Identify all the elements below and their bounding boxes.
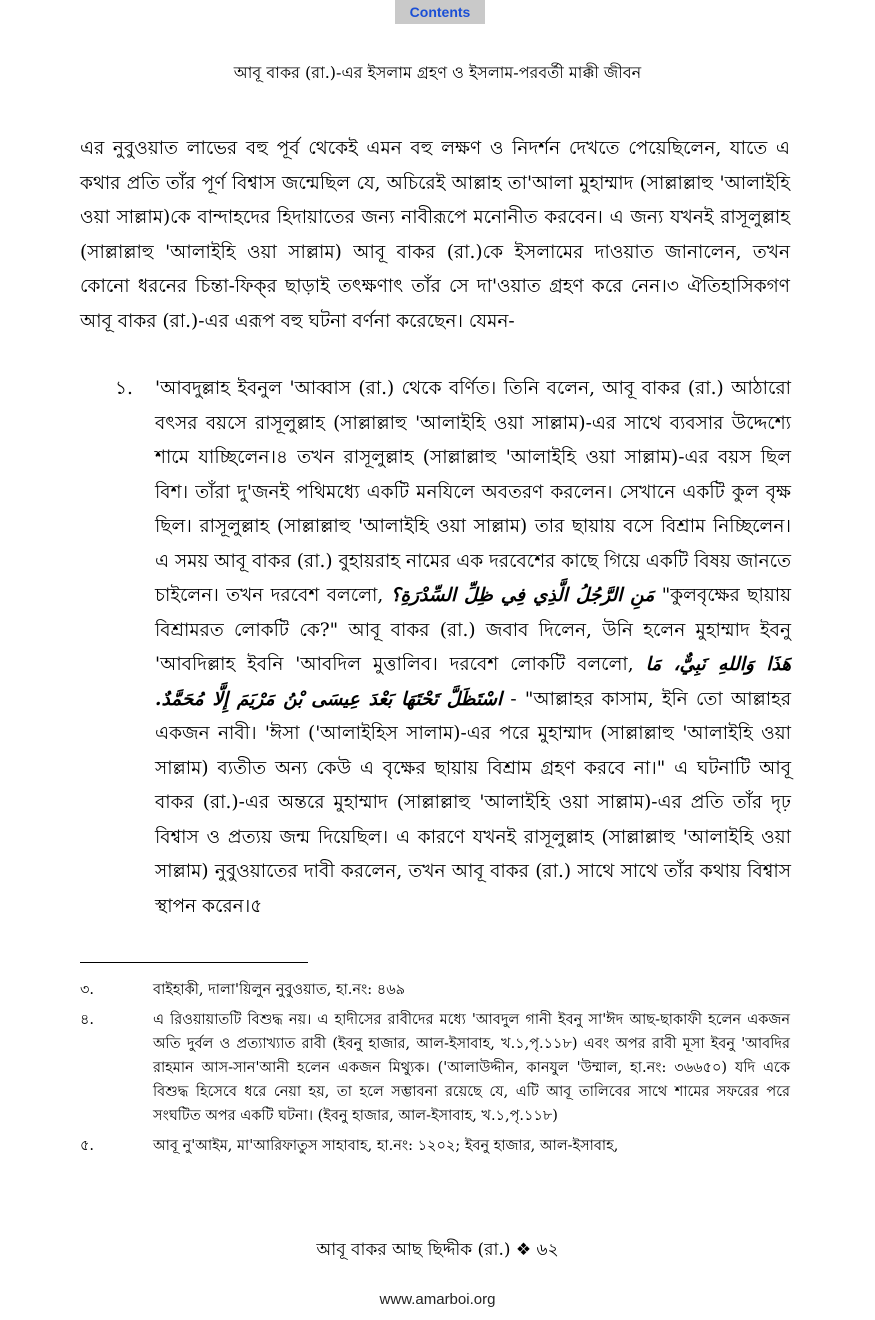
footnote-4 (80, 1008, 790, 1128)
watermark-link[interactable]: www.amarboi.org (379, 1291, 496, 1308)
footnote-text: এ রিওয়ায়াতটি বিশুদ্ধ নয়। এ হাদীসের রাবীদের মধ্যে 'আবদুল গানী ইবনু সা'ঈদ আছ-ছাকাফী হলেন একজন অতি দুর্বল ও প্রত্যাখ্যাত রাবী (ইবনু হাজার, আল-ইসাবাহ, খ.১,পৃ.১১৮) এবং অপর রাবী মূসা ইবনু 'আবদির রাহমান আস-সান'আনী হলেন একজন মিথ্যুক। ('আলাউদ্দীন, কানযুল 'উম্মাল, হা.নং: ৩৬৬৫০) যদি একে বিশুদ্ধ হিসেবে ধরে নেয়া হয়, তা হলে সম্ভাবনা রয়েছে যে, এটি আবূ তালিবের সাথে শামের সফরের পরে সংঘটিত অপর একটি ঘটনা। (ইবনু হাজার, আল-ইসাবাহ, খ.১,পৃ.১১৮) (153, 1012, 790, 1124)
list-text-b: "কুলবৃক্ষের ছায়ায় বিশ্রামরত লোকটি কে?" আবূ বাকর (রা.) জবাব দিলেন, উনি হলেন মুহাম্মাদ ইবনু 'আবদিল্লাহ ইবনি 'আবদিল মুত্তালিব। দরবেশ লোকটি বললো, (155, 585, 791, 675)
body-paragraph (80, 132, 790, 339)
arabic-quote-2: هَذَا وَاللهِ نَبِيٌّ، مَا اسْتَظَلَّ تَحْتَهَا بَعْدَ عِيسَى بْنُ مَرْيَمَ إِلَّا مُحَمَّدٌ. (155, 654, 791, 710)
running-title: আবূ বাকর (রা.)-এর ইসলাম গ্রহণ ও ইসলাম-পরবর্তী মাক্কী জীবন (233, 63, 642, 82)
footnote-number: ৫. (80, 1138, 95, 1154)
footnote-text: আবূ নু'আইম, মা'আরিফাতুস সাহাবাহ, হা.নং: ১২০২; ইবনু হাজার, আল-ইসাবাহ, (153, 1138, 619, 1154)
list-item-body (155, 372, 791, 924)
list-item-number: ১. (115, 378, 133, 399)
list-text-c: - "আল্লাহর কাসাম, ইনি তো আল্লাহর একজন নাবী। 'ঈসা ('আলাইহিস সালাম)-এর পরে মুহাম্মাদ (সাল্লাল্লাহু 'আলাইহি ওয়া সাল্লাম) ব্যতীত অন্য কেউ এ বৃক্ষের ছায়ায় বিশ্রাম গ্রহণ করবে না।" এ ঘটনাটি আবূ বাকর (রা.)-এর অন্তরে মুহাম্মাদ (সাল্লাল্লাহু 'আলাইহি ওয়া সাল্লাম)-এর প্রতি তাঁর দৃঢ় বিশ্বাস ও প্রত্যয় জন্ম দিয়েছিল। এ কারণে যখনই রাসূলুল্লাহ (সাল্লাল্লাহু 'আলাইহি ওয়া সাল্লাম) নুবুওয়াতের দাবী করলেন, তখন আবূ বাকর (রা.) সাথে সাথে তাঁর কথায় বিশ্বাস স্থাপন করেন।৫ (155, 688, 792, 917)
list-item (115, 372, 791, 924)
contents-button[interactable]: Contents (395, 0, 485, 24)
footnote-number: ৩. (80, 982, 95, 998)
paragraph-text: এর নুবুওয়াত লাভের বহু পূর্ব থেকেই এমন বহু লক্ষণ ও নিদর্শন দেখতে পেয়েছিলেন, যাতে এ কথার প্রতি তাঁর পূর্ণ বিশ্বাস জন্মেছিল যে, অচিরেই আল্লাহ তা'আলা মুহাম্মাদ (সাল্লাল্লাহু 'আলাইহি ওয়া সাল্লাম)কে বান্দাহদের হিদায়াতের জন্য নাবীরূপে মনোনীত করবেন। এ জন্য যখনই রাসূলুল্লাহ (সাল্লাল্লাহু 'আলাইহি ওয়া সাল্লাম) আবূ বাকর (রা.)কে ইসলামের দাওয়াত জানালেন, তখন কোনো ধরনের চিন্তা-ফিক্‌র ছাড়াই তৎক্ষণাৎ তাঁর সে দা'ওয়াত গ্রহণ করে নেন।৩ ঐতিহাসিকগণ আবূ বাকর (রা.)-এর এরূপ বহু ঘটনা বর্ণনা করেছেন। যেমন- (80, 138, 790, 332)
footnote-text: বাইহাকী, দালা'য়িলুন নুবুওয়াত, হা.নং: ৪৬৯ (153, 982, 406, 998)
page-footer: আবূ বাকর আছ ছিদ্দীক (রা.) ❖ ৬২ (316, 1240, 559, 1260)
list-text-a: 'আবদুল্লাহ ইবনুল 'আব্বাস (রা.) থেকে বর্ণিত। তিনি বলেন, আবূ বাকর (রা.) আঠারো বৎসর বয়সে রাসূলুল্লাহ (সাল্লাল্লাহু 'আলাইহি ওয়া সাল্লাম)-এর সাথে ব্যবসার উদ্দেশ্যে শামে যাচ্ছিলেন।৪ তখন রাসূলুল্লাহ (সাল্লাল্লাহু 'আলাইহি ওয়া সাল্লাম)-এর বয়স ছিল বিশ। তাঁরা দু'জনই পথিমধ্যে একটি মনযিলে অবতরণ করলেন। সেখানে একটি কুল বৃক্ষ ছিল। রাসূলুল্লাহ (সাল্লাল্লাহু 'আলাইহি ওয়া সাল্লাম) তার ছায়ায় বসে বিশ্রাম নিচ্ছিলেন। এ সময় আবূ বাকর (রা.) বুহায়রাহ নামের এক দরবেশের কাছে গিয়ে একটি বিষয় জানতে চাইলেন। তখন দরবেশ বললো, (155, 378, 791, 606)
footnote-5 (80, 1134, 790, 1158)
footnote-number: ৪. (80, 1012, 95, 1028)
footnote-divider (80, 962, 308, 963)
footnotes (80, 978, 790, 1164)
arabic-quote-1: مَنِ الرَّجُلُ الَّذِي فِي ظِلِّ السِّدْرَةِ؟ (390, 585, 655, 606)
footnote-3 (80, 978, 790, 1002)
